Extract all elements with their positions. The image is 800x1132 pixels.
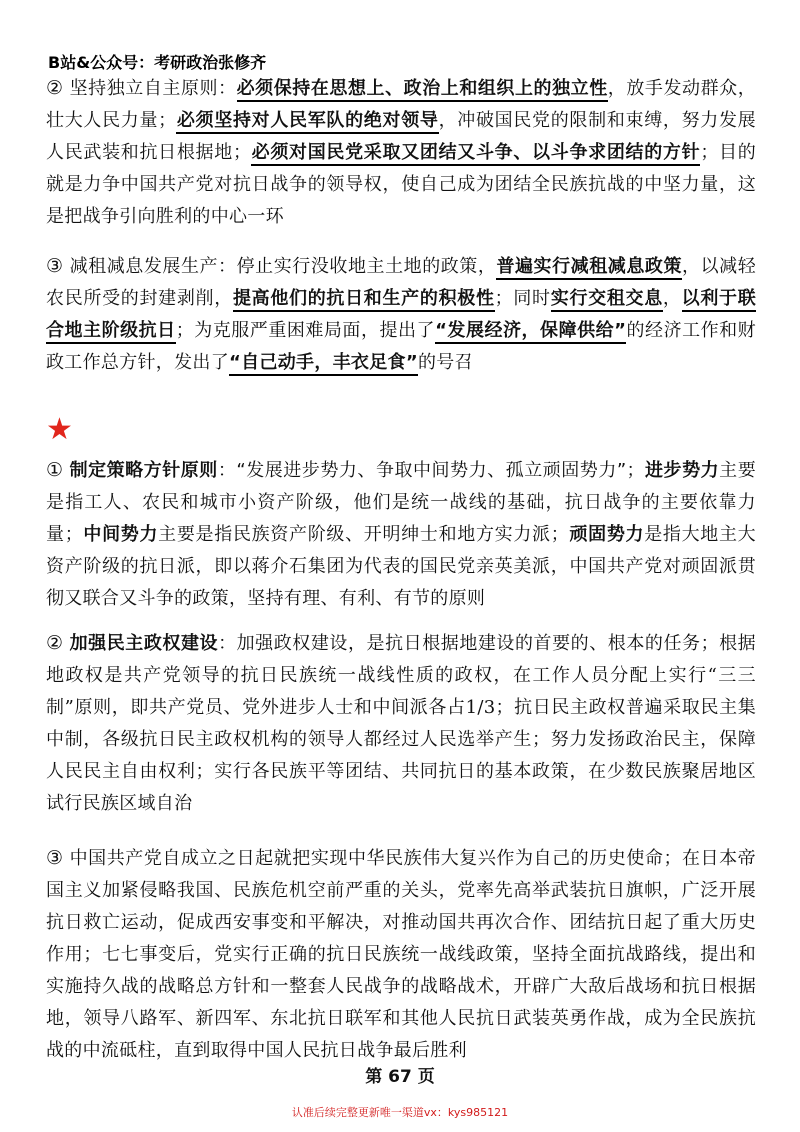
star-icon: ★ (46, 412, 73, 447)
paragraph-cpc-role (46, 842, 756, 1067)
header-account: B站&公众号：考研政治张修齐 (48, 53, 267, 72)
text: 减租减息发展生产：停止实行没收地主土地的政策， (69, 256, 497, 277)
text: ，以减轻农民所受的封建剥削， (46, 256, 757, 309)
bold-underline: 以利于联合地主阶级抗日 (46, 288, 756, 344)
bold-underline: 必须对国民党采取又团结又斗争、以斗争求团结的方针 (251, 142, 700, 166)
bold-underline: 普遍实行减租减息政策 (496, 256, 682, 280)
bold-heading: 加强民主政权建设 (69, 633, 219, 654)
text: ，冲破国民党的限制和束缚，努力发展人民武装和抗日根据地； (46, 110, 756, 163)
text: 的号召 (417, 352, 473, 373)
paragraph-independence (46, 72, 756, 233)
bold-term: 顽固势力 (569, 524, 645, 545)
item-number: ② (46, 632, 64, 654)
text: ；目的就是力争中国共产党对抗日战争的领导权，使自己成为团结全民族抗战的中坚力量，这是把战争引向胜利的中心一环 (46, 142, 757, 227)
footer-notice: 认准后续完整更新唯一渠道vx：kys985121 (291, 1106, 509, 1119)
text: 中国共产党自成立之日起就把实现中华民族伟大复兴作为自己的历史使命；在日本帝国主义加紧侵略我国、民族危机空前严重的关头，党率先高举武装抗日旗帜，广泛开展抗日救亡运动，促成西安事变和平解决，对推动国共再次合作、团结抗日起了重大历史作用；七七事变后，党实行正确的抗日民族统一战线政策，坚持全面抗战路线，提出和实施持久战的战略总方针和一整套人民战争的战略战术，开辟广大敌后战场和抗日根据地，领导八路军、新四军、东北抗日联军和其他人民抗日武装英勇作战，成为全民族抗战的中流砥柱，直到取得中国人民抗日战争最后胜利 (46, 848, 756, 1061)
paragraph-democratic-regime (46, 627, 756, 820)
text: 的经济工作和财政工作总方针，发出了 (46, 320, 756, 373)
item-number: ③ (46, 255, 64, 277)
bold-term: 进步势力 (644, 460, 720, 481)
page-number: 第 67 页 (365, 1067, 435, 1087)
text: 坚持独立自主原则： (69, 78, 237, 99)
bold-underline: “自己动手，丰衣足食” (229, 352, 418, 376)
item-number: ② (46, 77, 64, 99)
text: ：“发展进步势力、争取中间势力、孤立顽固势力”； (217, 460, 645, 481)
text: 主要是指民族资产阶级、开明绅士和地方实力派； (158, 524, 570, 545)
text: 主要是指工人、农民和城市小资产阶级，他们是统一战线的基础，抗日战争的主要依靠力量； (46, 460, 756, 545)
text: 是指大地主大资产阶级的抗日派，即以蒋介石集团为代表的国民党亲英美派，中国共产党对顽固派贯彻又联合又斗争的政策，坚持有理、有利、有节的原则 (46, 524, 756, 609)
bold-underline: 实行交租交息 (551, 288, 663, 312)
paragraph-rent-reduction (46, 250, 756, 379)
paragraph-strategy (46, 454, 756, 615)
text: ；同时 (494, 288, 551, 309)
text: ；为克服严重困难局面，提出了 (175, 320, 436, 341)
text: ：加强政权建设，是抗日根据地建设的首要的、根本的任务；根据地政权是共产党领导的抗日民族统一战线性质的政权，在工作人员分配上实行“三三制”原则，即共产党员、党外进步人士和中间派各占1/3；抗日民主政权普遍采取民主集中制，各级抗日民主政权机构的领导人都经过人民选举产生；努力发扬政治民主，保障人民民主自由权利；实行各民族平等团结、共同抗日的基本政策，在少数民族聚居地区试行民族区域自治 (46, 633, 756, 814)
bold-underline: 必须保持在思想上、政治上和组织上的独立性 (237, 78, 608, 102)
bold-term: 中间势力 (83, 524, 159, 545)
item-number: ③ (46, 847, 64, 869)
bold-underline: “发展经济，保障供给” (435, 320, 626, 344)
item-number: ① (46, 459, 64, 481)
bold-underline: 提高他们的抗日和生产的积极性 (233, 288, 495, 312)
bold-heading: 制定策略方针原则 (69, 460, 218, 481)
text: ，放手发动群众，壮大人民力量； (46, 78, 757, 131)
bold-underline: 必须坚持对人民军队的绝对领导 (176, 110, 438, 134)
text: ， (662, 288, 682, 309)
